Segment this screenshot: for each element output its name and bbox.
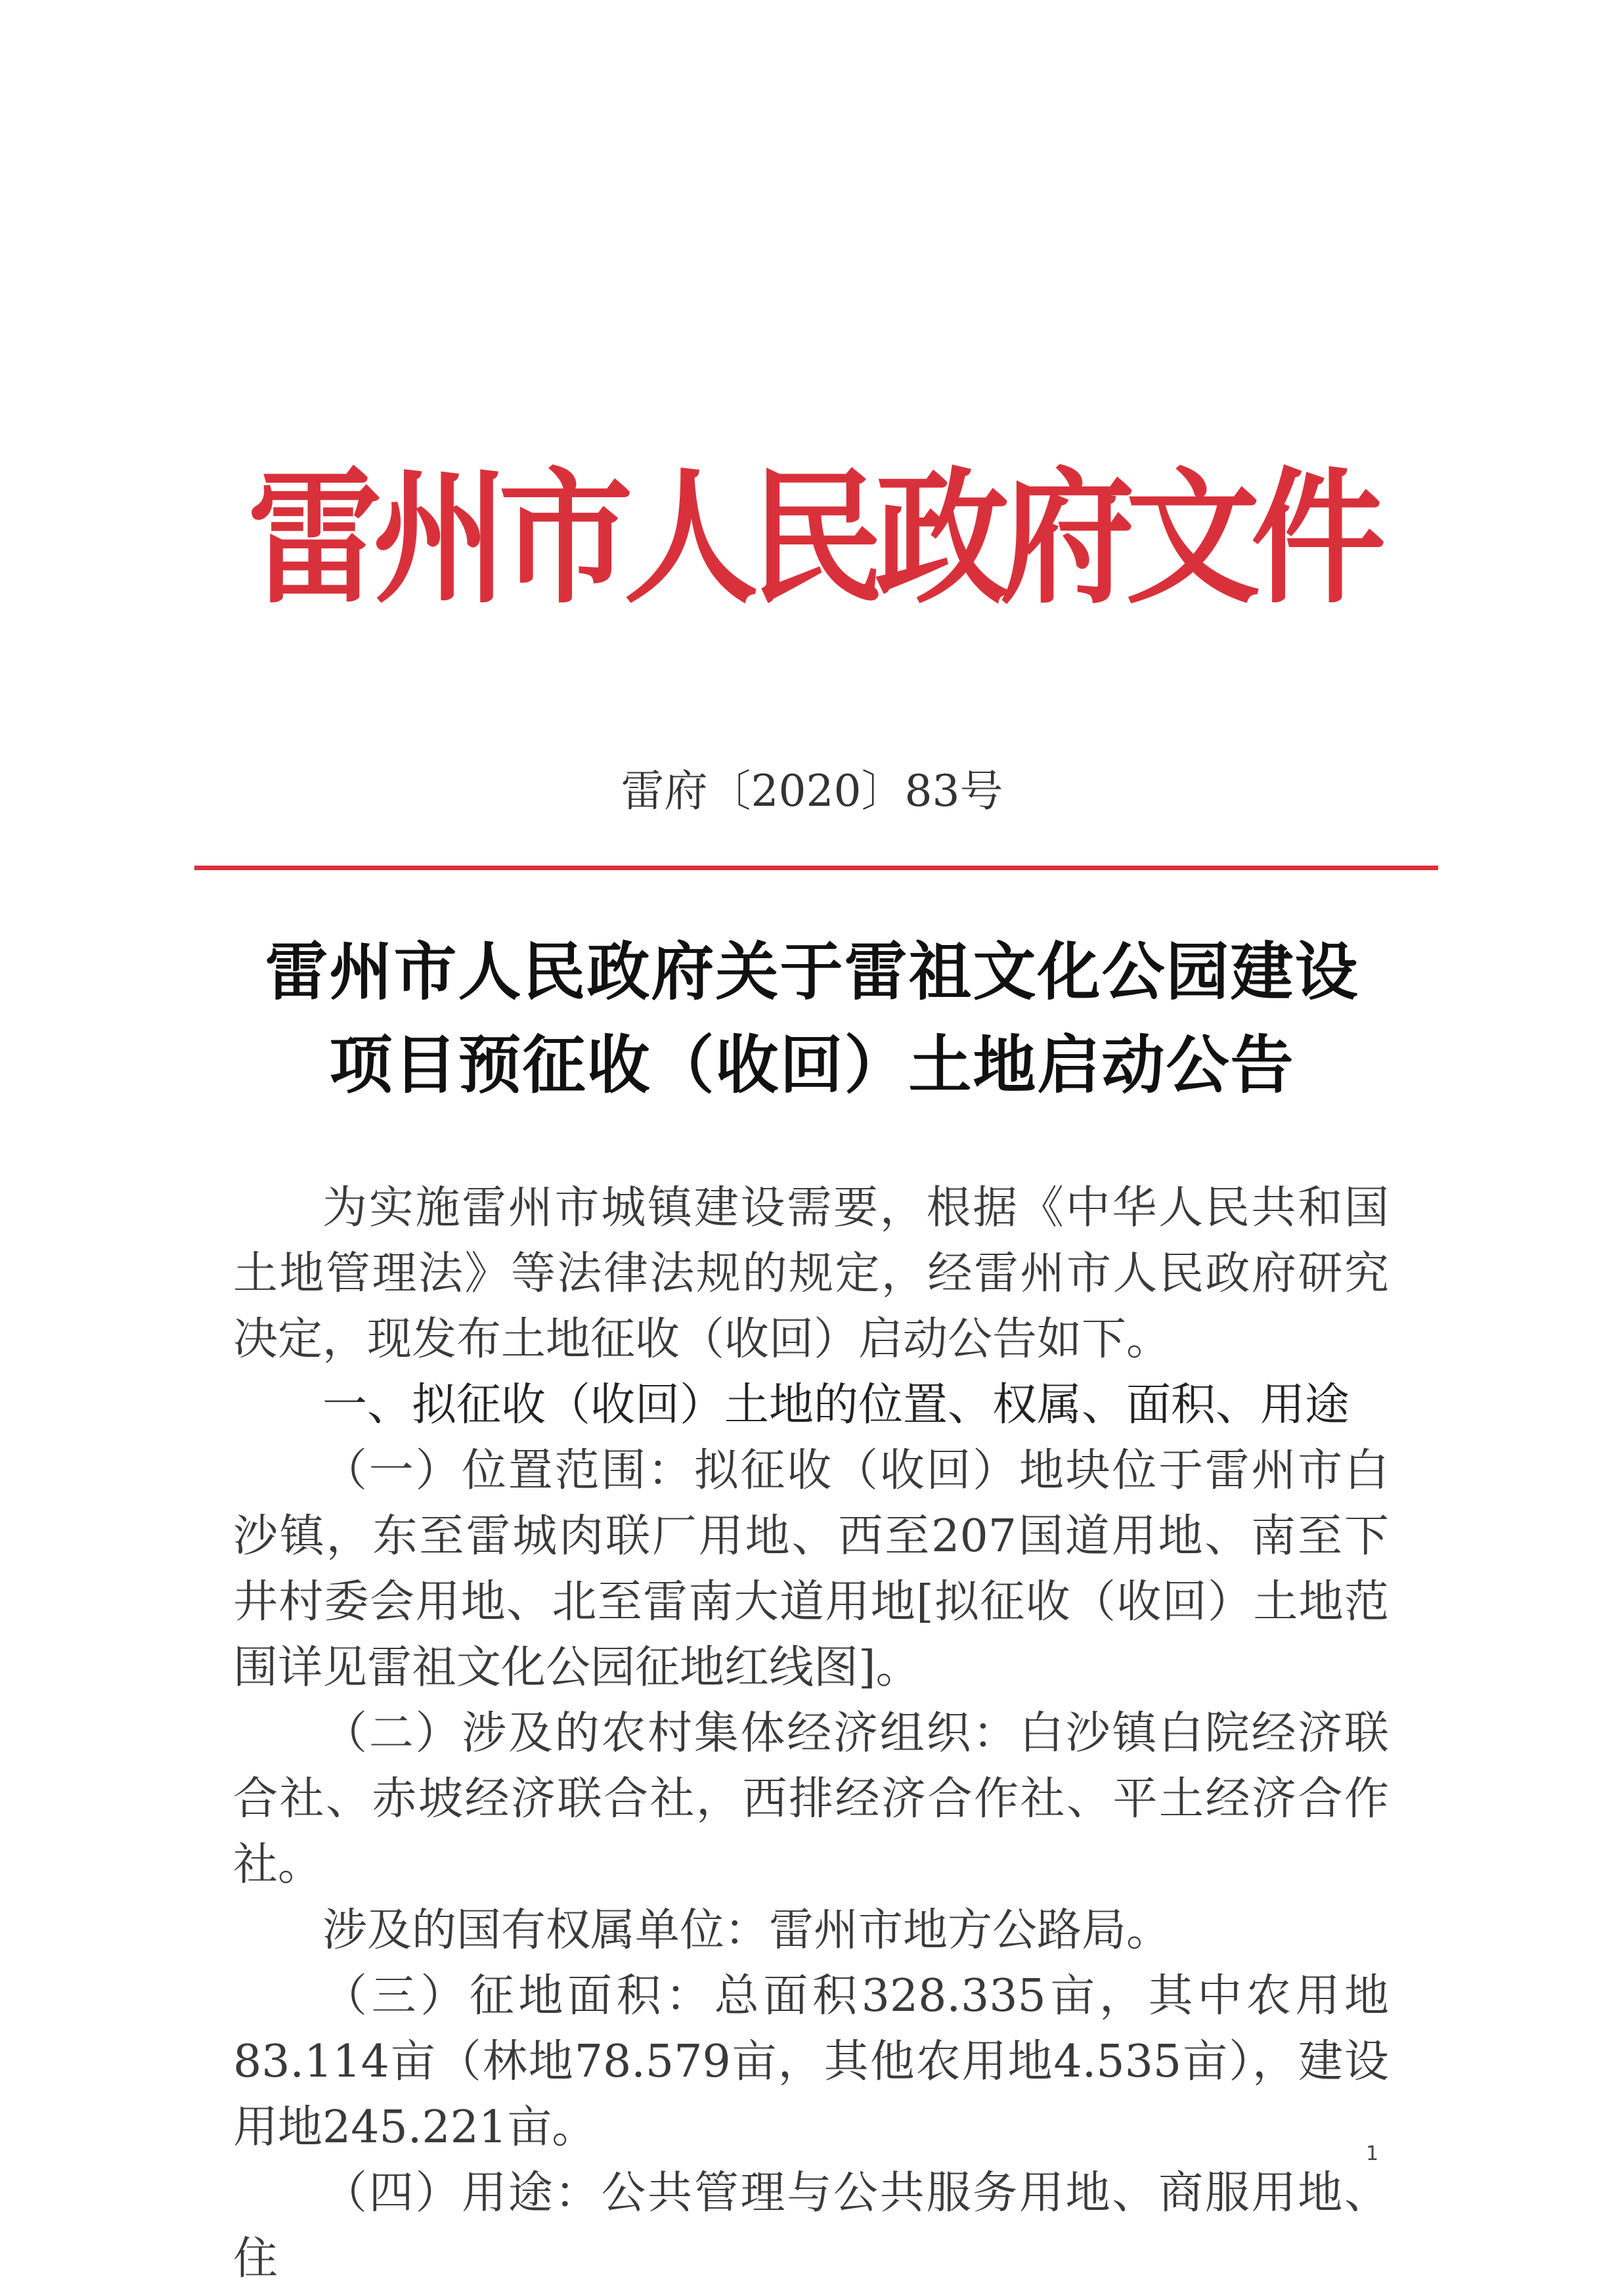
notice-body (233, 1176, 1389, 2292)
red-divider-line (194, 866, 1438, 870)
intro-paragraph: 为实施雷州市城镇建设需要，根据《中华人民共和国土地管理法》等法律法规的规定，经雷州市人民政府研究决定，现发布土地征收（收回）启动公告如下。 (233, 1182, 1389, 1365)
document-number: 雷府〔2020〕83号 (621, 766, 1003, 816)
section-1-heading: 一、拟征收（收回）土地的位置、权属、面积、用途 (322, 1379, 1350, 1431)
item-4-usage: （四）用途：公共管理与公共服务用地、商服用地、住 (233, 2167, 1389, 2285)
item-3-area: （三）征地面积：总面积328.335亩，其中农用地83.114亩（林地78.579亩，其他农用地4.535亩），建设用地245.221亩。 (233, 1970, 1389, 2153)
page-number: 1 (1366, 2142, 1379, 2165)
issuing-authority-header: 雷州市人民政府文件 (248, 453, 1376, 624)
item-2-collectives: （二）涉及的农村集体经济组织：白沙镇白院经济联合社、赤坡经济联合社，西排经济合作社、平土经济合作社。 (233, 1708, 1389, 1891)
item-2-state-owned-unit: 涉及的国有权属单位：雷州市地方公路局。 (322, 1905, 1172, 1956)
item-1-location: （一）位置范围：拟征收（收回）地块位于雷州市白沙镇，东至雷城肉联厂用地、西至207国道用地、南至下井村委会用地、北至雷南大道用地[拟征收（收回）土地范围详见雷祖文化公园征地红线图]。 (233, 1445, 1389, 1694)
notice-title-line-2: 项目预征收（收回）土地启动公告 (329, 1028, 1295, 1102)
notice-title-line-1: 雷州市人民政府关于雷祖文化公园建设 (265, 935, 1359, 1009)
